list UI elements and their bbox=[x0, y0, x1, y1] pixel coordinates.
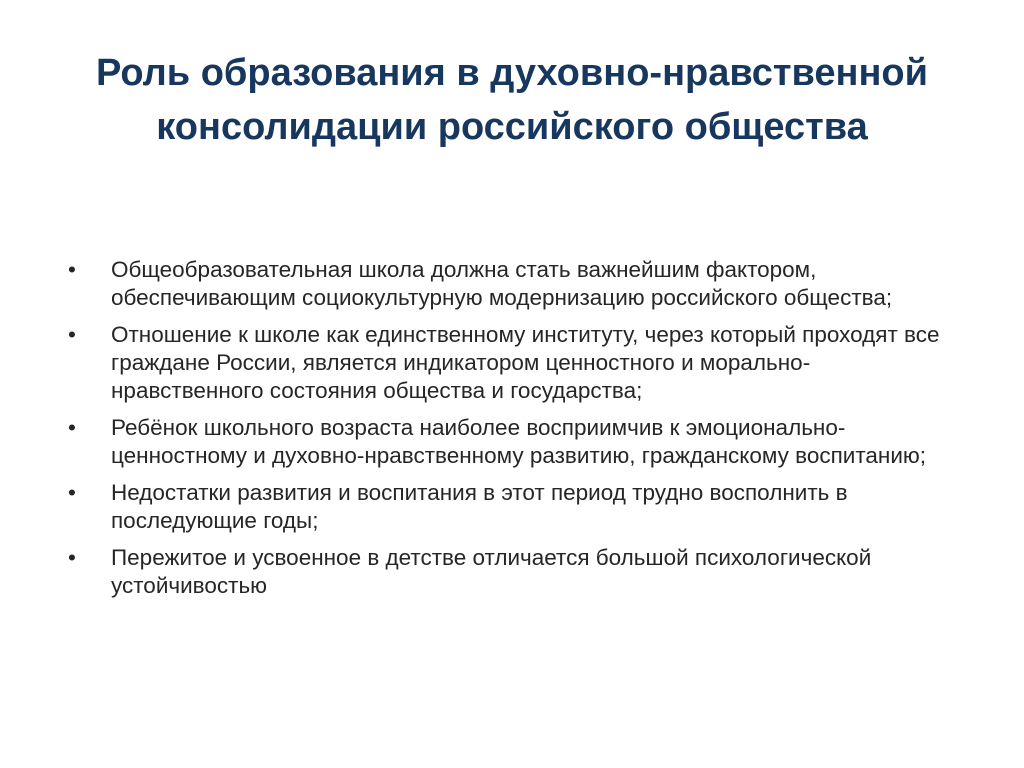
bullet-item bbox=[68, 256, 948, 312]
bullet-icon: • bbox=[68, 415, 76, 440]
bullet-item bbox=[68, 544, 948, 600]
slide-content bbox=[68, 256, 948, 609]
bullet-text: Пережитое и усвоенное в детстве отличается большой психологической устойчивостью bbox=[111, 545, 872, 598]
bullet-text: Ребёнок школьного возраста наиболее восприимчив к эмоционально-ценностному и духовно-нравственному развитию, гражданскому воспитанию; bbox=[111, 415, 927, 468]
bullet-text: Отношение к школе как единственному институту, через который проходят все граждане России, является индикатором ценностного и морально-нравственного состояния общества и государства; bbox=[111, 322, 940, 403]
bullet-text: Недостатки развития и воспитания в этот период трудно восполнить в последующие годы; bbox=[111, 480, 848, 533]
bullet-text: Общеобразовательная школа должна стать важнейшим фактором, обеспечивающим социокультурную модернизацию российского общества; bbox=[111, 257, 893, 310]
bullet-icon: • bbox=[68, 257, 76, 282]
bullet-item bbox=[68, 414, 948, 470]
bullet-icon: • bbox=[68, 545, 76, 570]
bullet-icon: • bbox=[68, 480, 76, 505]
bullet-list bbox=[68, 256, 948, 600]
slide-title bbox=[60, 46, 964, 154]
slide-title-line-2: консолидации российского общества bbox=[156, 106, 868, 148]
bullet-item bbox=[68, 321, 948, 405]
slide-title-line-1: Роль образования в духовно-нравственной bbox=[95, 52, 928, 94]
bullet-item bbox=[68, 479, 948, 535]
bullet-icon: • bbox=[68, 322, 76, 347]
